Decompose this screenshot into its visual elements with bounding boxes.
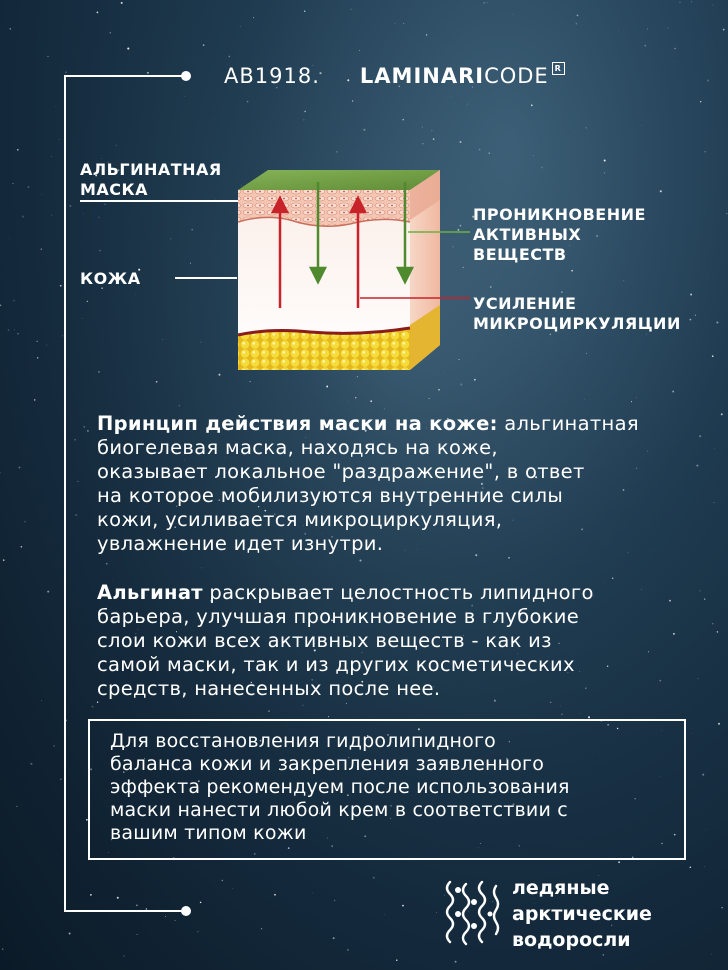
alginate-heading: Альгинат <box>97 581 203 604</box>
alginate-line4: самой маски, так и из других косметических <box>97 653 575 676</box>
label-alginate-mask <box>80 160 222 200</box>
brand-name-light: CODE <box>484 64 549 88</box>
mask-top <box>238 170 440 190</box>
principle-line1 <box>97 412 707 436</box>
alginate-line1-text: раскрывает целостность липидного <box>202 581 594 604</box>
frame-bottom-dot <box>181 906 191 916</box>
alginate-line3: слои кожи всех активных веществ - как из <box>97 629 552 652</box>
alginate-line1 <box>97 581 707 605</box>
label-penetration <box>473 205 646 265</box>
recommendation-box <box>88 719 686 860</box>
footer-line2: арктические <box>512 903 652 925</box>
note-line1: Для восстановления гидролипидного <box>110 730 497 752</box>
alginate-paragraph <box>97 581 707 701</box>
label-penetration-line2: АКТИВНЫХ <box>473 225 582 244</box>
footer-tagline <box>512 875 652 953</box>
principle-line6: увлажнение идет изнутри. <box>97 532 384 555</box>
label-skin-text: КОЖА <box>80 269 141 288</box>
alginate-line5: средств, нанесенных после нее. <box>97 677 441 700</box>
principle-line3: оказывает локальное "раздражение", в ответ <box>97 460 585 483</box>
principle-line2: биогелевая маска, находясь на коже, <box>97 436 498 459</box>
principle-line4: на которое мобилизуются внутренние силы <box>97 484 564 507</box>
note-line5: вашим типом кожи <box>110 822 307 844</box>
footer-line3: водоросли <box>512 929 631 951</box>
frame-bottom-line <box>64 910 186 912</box>
label-alginate-mask-line1: АЛЬГИНАТНАЯ <box>80 160 222 179</box>
principle-paragraph <box>97 412 707 556</box>
label-microcirculation <box>473 294 681 334</box>
frame-top-dot <box>181 71 191 81</box>
label-penetration-line3: ВЕЩЕСТВ <box>473 245 567 264</box>
skin-diagram <box>230 160 470 380</box>
principle-heading: Принцип действия маски на коже: <box>97 412 498 435</box>
brand-header <box>224 64 565 88</box>
label-micro-line2: МИКРОЦИРКУЛЯЦИИ <box>473 314 681 333</box>
label-alginate-mask-line2: МАСКА <box>80 180 149 199</box>
principle-line5: кожи, усиливается микроциркуляция, <box>97 508 503 531</box>
product-code: AB1918. <box>224 64 320 88</box>
frame-left-line <box>64 75 66 912</box>
note-line4: маски нанести любой крем в соответствии с <box>110 799 568 821</box>
label-penetration-line1: ПРОНИКНОВЕНИЕ <box>473 205 646 224</box>
pointer-skin-line <box>175 277 237 279</box>
note-line2: баланса кожи и закрепления заявленного <box>110 753 545 775</box>
brand-name-bold: LAMINARI <box>359 64 485 88</box>
alginate-line2: барьера, улучшая проникновение в глубокие <box>97 605 580 628</box>
frame-top-line <box>64 75 186 77</box>
registered-mark: R <box>552 62 565 75</box>
label-micro-line1: УСИЛЕНИЕ <box>473 294 577 313</box>
footer-line1: ледяные <box>512 877 610 899</box>
principle-line1-text: альгинатная <box>497 412 639 435</box>
label-skin <box>80 269 141 289</box>
seaweed-icon <box>440 878 504 946</box>
note-line3: эффекта рекомендуем после использования <box>110 776 570 798</box>
